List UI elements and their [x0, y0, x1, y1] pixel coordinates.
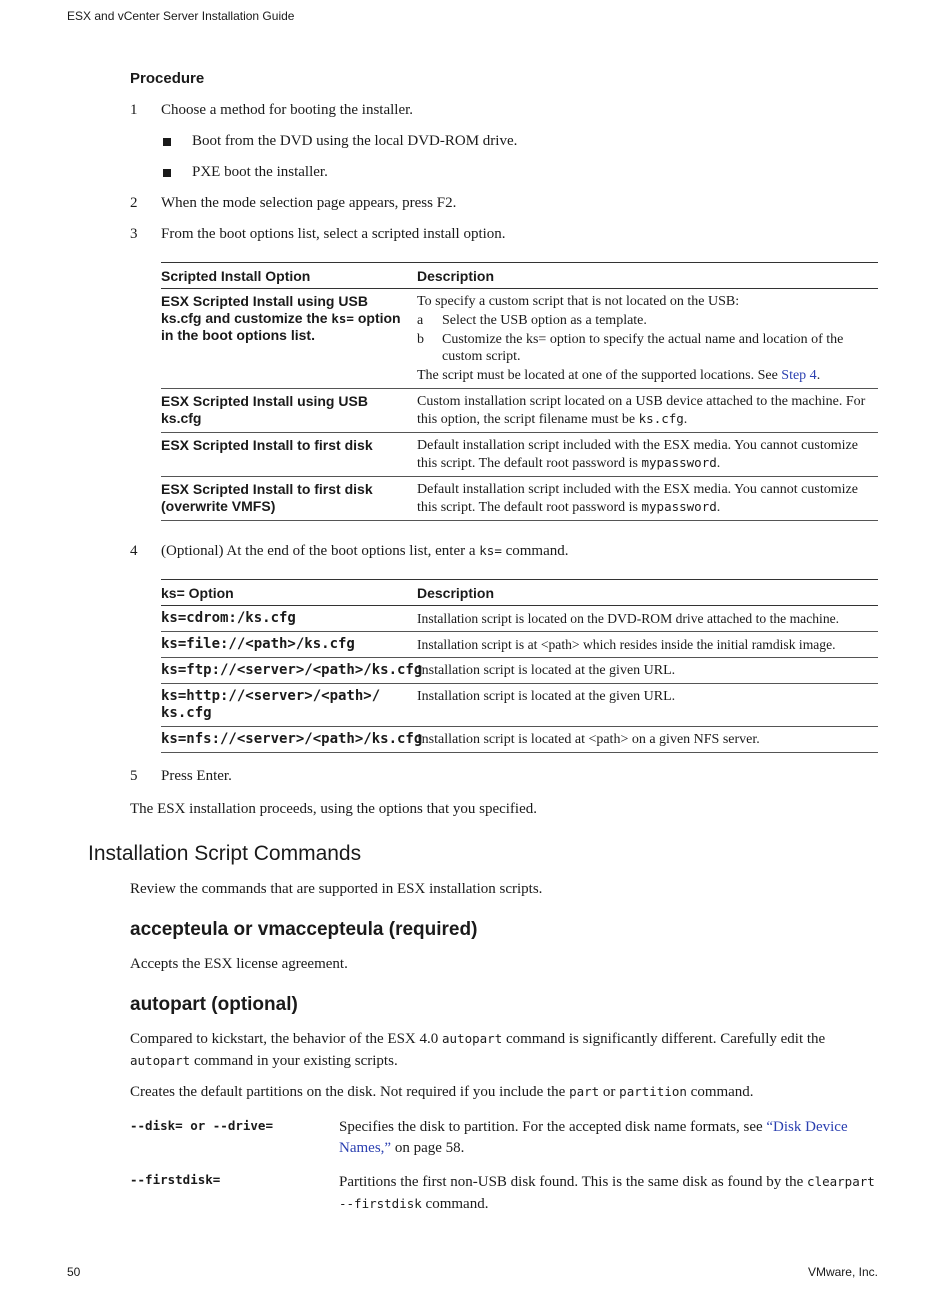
step-text: Press Enter. — [161, 768, 232, 784]
section-heading: Installation Script Commands — [88, 842, 362, 865]
page-number: 50 — [67, 1265, 81, 1279]
column-header: Description — [417, 580, 878, 606]
ks-description: Installation script is at <path> which resides inside the initial ramdisk image. — [417, 632, 878, 658]
inline-code: partition — [619, 1084, 687, 1099]
autopart-heading: autopart (optional) — [130, 994, 298, 1015]
ks-option: ks=ftp://<server>/<path>/ks.cfg — [161, 658, 417, 684]
option-label — [161, 289, 417, 389]
substep-a — [417, 312, 878, 329]
description-text: Default installation script included with the ESX media. You cannot customize this script. The default root password is — [417, 482, 858, 515]
para-text: command. — [686, 1084, 754, 1100]
step-number: 2 — [130, 195, 138, 211]
table-row — [161, 727, 878, 753]
option-description — [417, 289, 878, 389]
scripted-install-table — [161, 262, 878, 521]
description-code: mypassword — [641, 455, 717, 470]
option-name: --firstdisk= — [130, 1172, 221, 1187]
option-label: ESX Scripted Install using USB ks.cfg — [161, 389, 417, 433]
description-text: . — [716, 456, 721, 471]
substep-letter: a — [417, 313, 424, 328]
column-header: Scripted Install Option — [161, 263, 417, 289]
table-row — [161, 433, 878, 477]
para-text: Compared to kickstart, the behavior of the ESX 4.0 — [130, 1031, 443, 1047]
square-bullet-icon — [163, 169, 171, 177]
square-bullet-icon — [163, 138, 171, 146]
option-description — [339, 1117, 879, 1159]
table-row — [161, 289, 878, 389]
label-text: option in the boot options list. — [161, 310, 401, 343]
option-description — [417, 477, 878, 521]
step-text: Choose a method for booting the installer. — [161, 102, 414, 118]
note-text: The script must be located at one of the supported locations. See — [417, 368, 782, 383]
inline-code: autopart — [130, 1053, 191, 1068]
accepteula-text: Accepts the ESX license agreement. — [130, 956, 348, 972]
ks-description: Installation script is located on the DVD-ROM drive attached to the machine. — [417, 606, 878, 632]
para-text: command is significantly different. Carefully edit the — [502, 1031, 826, 1047]
step-text — [161, 543, 569, 560]
ks-description: Installation script is located at <path> on a given NFS server. — [417, 727, 878, 753]
ks-option: ks=file://<path>/ks.cfg — [161, 632, 417, 658]
label-text: ESX Scripted Install using USB ks.cfg and customize the — [161, 293, 368, 326]
para-text: Creates the default partitions on the disk. Not required if you include the — [130, 1084, 570, 1100]
column-header: ks= Option — [161, 580, 417, 606]
inline-code: autopart — [442, 1031, 503, 1046]
substep-b — [417, 331, 878, 365]
note-text: . — [816, 368, 821, 383]
step-text: When the mode selection page appears, press F2. — [161, 195, 457, 211]
section-intro: Review the commands that are supported in ESX installation scripts. — [130, 881, 543, 897]
option-text: command. — [421, 1196, 489, 1212]
description-intro: To specify a custom script that is not located on the USB: — [417, 294, 740, 309]
ks-description: Installation script is located at the given URL. — [417, 658, 878, 684]
running-header: ESX and vCenter Server Installation Guide — [67, 9, 295, 23]
footer-company: VMware, Inc. — [807, 1265, 878, 1279]
table-row — [161, 477, 878, 521]
procedure-heading: Procedure — [130, 70, 205, 87]
procedure-result: The ESX installation proceeds, using the options that you specified. — [130, 801, 538, 817]
bullet-text: Boot from the DVD using the local DVD-ROM drive. — [192, 133, 518, 149]
label-code: ks= — [331, 311, 354, 326]
option-name: --disk= or --drive= — [130, 1118, 273, 1133]
table-row — [161, 606, 878, 632]
substep-text: Customize the ks= option to specify the actual name and location of the custom script. — [442, 332, 844, 364]
option-label: ESX Scripted Install to first disk (overwrite VMFS) — [161, 477, 417, 521]
option-description — [417, 389, 878, 433]
inline-code: clearpart --firstdisk — [339, 1174, 875, 1211]
autopart-para-2 — [130, 1081, 880, 1103]
ks-description: Installation script is located at the given URL. — [417, 684, 878, 727]
step-code: ks= — [479, 543, 502, 558]
description-code: mypassword — [641, 499, 717, 514]
description-code: ks.cfg — [638, 411, 684, 426]
step-text-part: command. — [501, 543, 569, 559]
para-text: or — [599, 1084, 620, 1100]
table-header-row — [161, 580, 878, 606]
description-text: Default installation script included with the ESX media. You cannot customize this script. The default root password is — [417, 438, 858, 471]
bullet-text: PXE boot the installer. — [192, 164, 328, 180]
description-note — [417, 367, 878, 384]
option-description — [417, 433, 878, 477]
para-text: command in your existing scripts. — [190, 1053, 398, 1069]
column-header: Description — [417, 263, 878, 289]
table-row — [161, 658, 878, 684]
ks-option: ks=http://<server>/<path>/ ks.cfg — [161, 684, 417, 727]
table-header-row — [161, 263, 878, 289]
step-number: 4 — [130, 543, 138, 559]
ks-options-table — [161, 579, 878, 753]
accepteula-heading: accepteula or vmaccepteula (required) — [130, 919, 478, 940]
description-text: Custom installation script located on a USB device attached to the machine. For this option, the script filename must be — [417, 394, 866, 427]
option-text: Specifies the disk to partition. For the accepted disk name formats, see — [339, 1119, 767, 1135]
autopart-para-1 — [130, 1028, 880, 1072]
table-row — [161, 684, 878, 727]
step-4-link[interactable]: Step 4 — [781, 368, 817, 383]
step-number: 3 — [130, 226, 138, 242]
substep-letter: b — [417, 332, 424, 347]
table-row — [161, 389, 878, 433]
substep-text: Select the USB option as a template. — [442, 313, 647, 328]
description-text: . — [683, 412, 688, 427]
step-text-part: (Optional) At the end of the boot options list, enter a — [161, 543, 480, 559]
description-text: . — [716, 500, 721, 515]
ks-option: ks=cdrom:/ks.cfg — [161, 606, 417, 632]
ks-option: ks=nfs://<server>/<path>/ks.cfg — [161, 727, 417, 753]
disk-device-names-link[interactable]: “Disk Device Names,” — [339, 1119, 848, 1156]
step-number: 1 — [130, 102, 138, 118]
table-row — [161, 632, 878, 658]
option-text: on page 58. — [391, 1140, 465, 1156]
option-text: Partitions the first non-USB disk found. This is the same disk as found by the — [339, 1174, 808, 1190]
step-text: From the boot options list, select a scripted install option. — [161, 226, 506, 242]
step-number: 5 — [130, 768, 138, 784]
option-description — [339, 1171, 879, 1215]
option-label: ESX Scripted Install to first disk — [161, 433, 417, 477]
inline-code: part — [569, 1084, 600, 1099]
